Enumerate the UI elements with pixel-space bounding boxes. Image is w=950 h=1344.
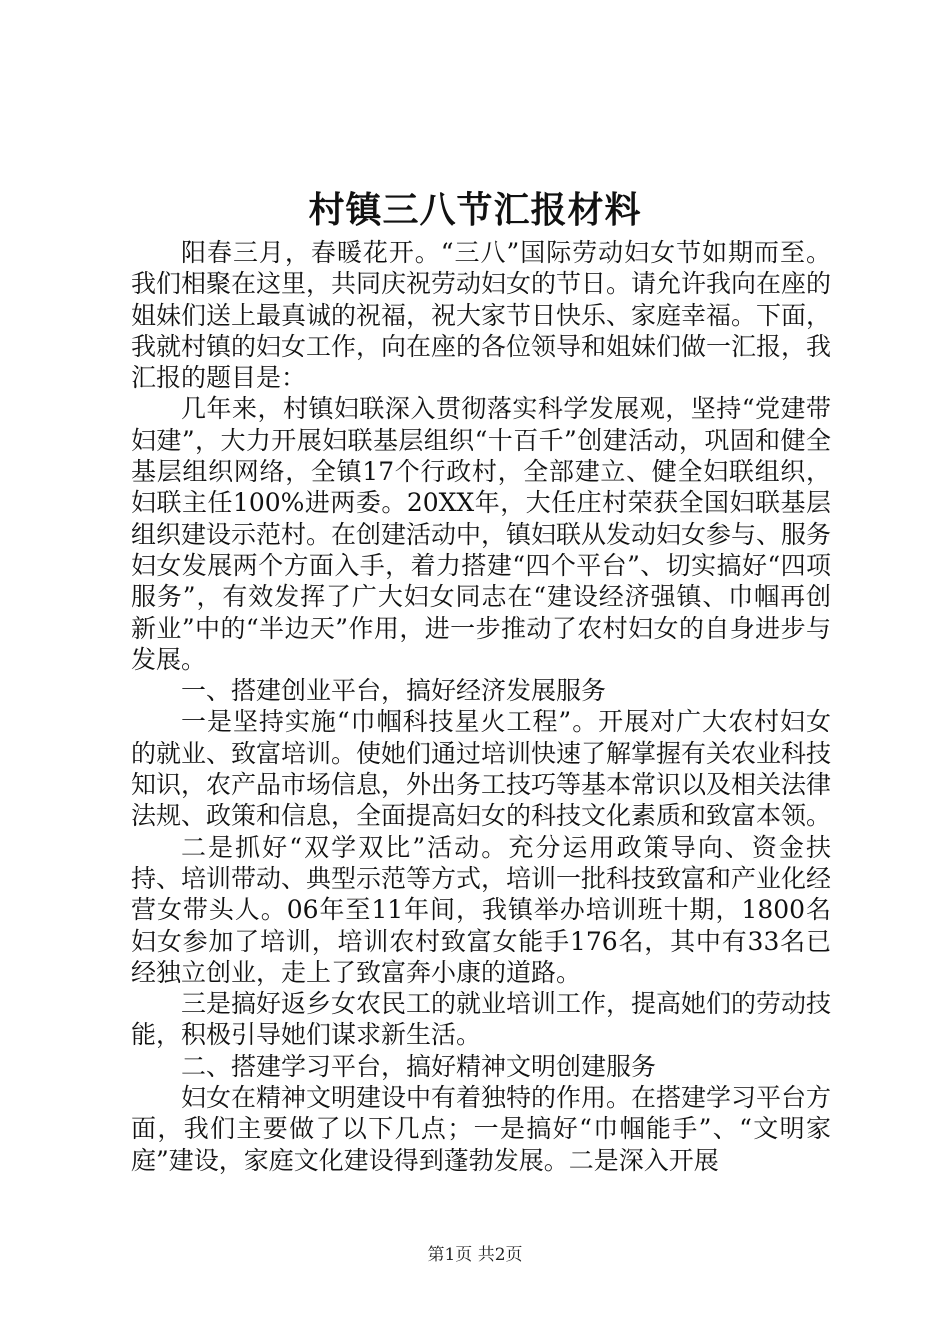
paragraph-overview: 几年来，村镇妇联深入贯彻落实科学发展观，坚持“党建带妇建”，大力开展妇联基层组织“十百千”创建活动，巩固和健全基层组织网络，全镇17个行政村，全部建立、健全妇联组织，妇联主任100%进两委。20XX年，大任庄村荣获全国妇联基层组织建设示范村。在创建活动中，镇妇联从发动妇女参与、服务妇女发展两个方面入手，着力搭建“四个平台”、切实搞好“四项服务”，有效发挥了广大妇女同志在“建设经济强镇、巾帼再创新业”中的“半边天”作用，进一步推动了农村妇女的自身进步与发展。: [131, 394, 832, 674]
paragraph-item-1: 一是坚持实施“巾帼科技星火工程”。开展对广大农村妇女的就业、致富培训。使她们通过培训快速了解掌握有关农业科技知识，农产品市场信息，外出务工技巧等基本常识以及相关法律法规、政策和信息，全面提高妇女的科技文化素质和致富本领。: [131, 707, 832, 831]
paragraph-section-2: 妇女在精神文明建设中有着独特的作用。在搭建学习平台方面，我们主要做了以下几点；一是搞好“巾帼能手”、“文明家庭”建设，家庭文化建设得到蓬勃发展。二是深入开展: [131, 1083, 832, 1175]
document-body: [131, 237, 831, 1176]
paragraph-intro: 阳春三月，春暖花开。“三八”国际劳动妇女节如期而至。我们相聚在这里，共同庆祝劳动妇女的节日。请允许我向在座的姐妹们送上最真诚的祝福，祝大家节日快乐、家庭幸福。下面，我就村镇的妇女工作，向在座的各位领导和姐妹们做一汇报，我汇报的题目是：: [131, 238, 832, 393]
document-title: 村镇三八节汇报材料: [308, 189, 642, 231]
page-footer: 第1页 共2页: [427, 1245, 523, 1265]
paragraph-item-3: 三是搞好返乡女农民工的就业培训工作，提高她们的劳动技能，积极引导她们谋求新生活。: [131, 989, 832, 1050]
paragraph-item-2: 二是抓好“双学双比”活动。充分运用政策导向、资金扶持、培训带动、典型示范等方式，培训一批科技致富和产业化经营女带头人。06年至11年间，我镇举办培训班十期，1800名妇女参加了培训，培训农村致富女能手176名，其中有33名已经独立创业，走上了致富奔小康的道路。: [131, 832, 832, 987]
section-heading-2: 二、搭建学习平台，搞好精神文明创建服务: [181, 1051, 657, 1081]
section-heading-1: 一、搭建创业平台，搞好经济发展服务: [181, 676, 607, 706]
